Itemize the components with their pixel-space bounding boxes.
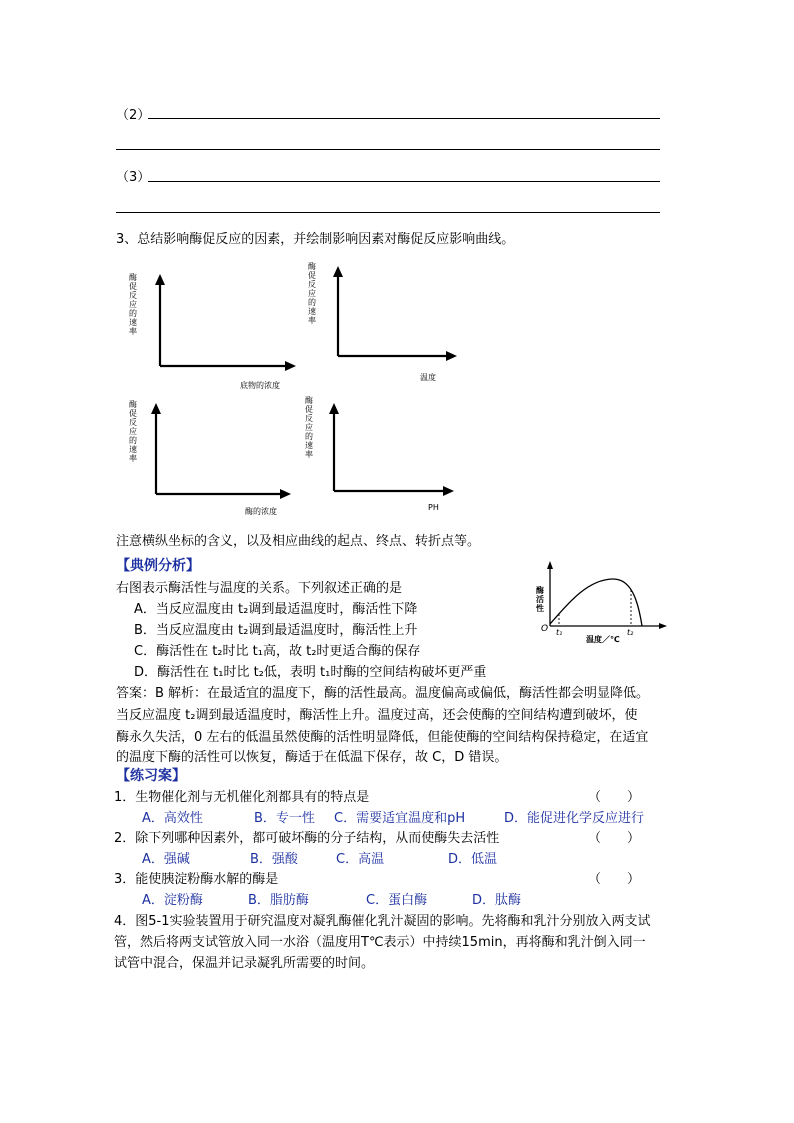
practice-q4-line-3: 试管中混合，保温并记录凝乳所需要的时间。 (114, 956, 375, 971)
example-option-a: A．当反应温度由 t₂调到最适温度时，酶活性下降 (134, 602, 418, 617)
practice-q2-bracket: （ ） (588, 831, 641, 846)
practice-q3-option-a: A．淀粉酶 (142, 893, 203, 908)
answer-line-1: 答案：B 解析：在最适宜的温度下，酶的活性最高。温度偏高或偏低，酶活性都会明显降低。 (116, 686, 650, 701)
chart3-ylabel: 酶促反应的速率 (129, 400, 137, 463)
practice-q1-option-c: C．需要适宜温度和pH (334, 811, 466, 826)
activity-xlabel: 温度／℃ (586, 635, 620, 644)
practice-q2-option-b: B．强酸 (250, 852, 298, 867)
chart1-xlabel: 底物的浓度 (240, 381, 280, 390)
blank-line-2b (116, 149, 660, 150)
practice-q1-option-d: D．能促进化学反应进行 (504, 811, 645, 826)
chart3-xlabel: 酶的浓度 (245, 507, 277, 516)
chart4-xlabel: PH (428, 503, 439, 512)
item3-label: （3） (116, 170, 151, 185)
practice-q2-option-a: A．强碱 (142, 852, 190, 867)
chart2-xlabel: 温度 (420, 373, 436, 382)
practice-q3-bracket: （ ） (588, 872, 641, 887)
answer-line-4: 的温度下酶的活性可以恢复，酶适于在低温下保存，故 C，D 错误。 (116, 750, 508, 765)
chart4-ylabel: 酶促反应的速率 (305, 396, 313, 459)
blank-line-3a (148, 181, 660, 182)
blank-line-3b (116, 212, 660, 213)
example-option-c: C．酶活性在 t₂时比 t₁高，故 t₂时更适合酶的保存 (134, 644, 421, 659)
example-option-d: D．酶活性在 t₁时比 t₂低，表明 t₁时酶的空间结构破坏更严重 (134, 665, 487, 680)
activity-t1: t₁ (556, 628, 563, 637)
activity-curve-plot (0, 0, 1, 1)
practice-q1-stem: 1．生物催化剂与无机催化剂都具有的特点是 (114, 790, 370, 805)
practice-q2-option-d: D．低温 (448, 852, 498, 867)
practice-q1-option-a: A．高效性 (142, 811, 203, 826)
example-heading: 【典例分析】 (116, 558, 200, 574)
answer-line-3: 酶永久失活，0 左右的低温虽然使酶的活性明显降低，但能使酶的空间结构保持稳定，在适宜 (116, 730, 649, 745)
practice-q3-option-d: D．肽酶 (472, 893, 522, 908)
practice-q1-option-b: B．专一性 (254, 811, 315, 826)
item2-label: （2） (116, 108, 151, 123)
section3-note: 注意横纵坐标的含义，以及相应曲线的起点、终点、转折点等。 (116, 534, 481, 549)
practice-q2-stem: 2．除下列哪种因素外，都可破坏酶的分子结构，从而使酶失去活性 (114, 831, 500, 846)
blank-line-2a (148, 118, 660, 119)
practice-q4-line-2: 管，然后将两支试管放入同一水浴（温度用T℃表示）中持续15min，再将酶和乳汁倒入同一 (114, 935, 646, 950)
activity-ylabel: 酶活性 (536, 586, 544, 613)
chart2-ylabel: 酶促反应的速率 (308, 262, 316, 325)
activity-curve (550, 579, 642, 626)
section3-instruction: 3、总结影响酶促反应的因素，并绘制影响因素对酶促反应影响曲线。 (116, 232, 515, 247)
practice-q4-line-1: 4．图5-1实验装置用于研究温度对凝乳酶催化乳汁凝固的影响。先将酶和乳汁分别放入两支试 (114, 914, 651, 929)
practice-q3-stem: 3．能使胰淀粉酶水解的酶是 (114, 872, 279, 887)
practice-q1-bracket: （ ） (588, 790, 641, 805)
chart1-ylabel: 酶促反应的速率 (129, 273, 137, 336)
example-question: 右图表示酶活性与温度的关系。下列叙述正确的是 (116, 581, 403, 596)
practice-heading: 【练习案】 (116, 768, 186, 784)
answer-line-2: 当反应温度 t₂调到最适温度时，酶活性上升。温度过高，还会使酶的空间结构遭到破坏，使 (116, 708, 638, 723)
practice-q2-option-c: C．高温 (336, 852, 385, 867)
practice-q3-option-b: B．脂肪酶 (248, 893, 309, 908)
activity-t2: t₂ (627, 628, 634, 637)
example-option-b: B．当反应温度由 t₂调到最适温度时，酶活性上升 (134, 623, 418, 638)
practice-q3-option-c: C．蛋白酶 (366, 893, 428, 908)
activity-origin: O (541, 624, 549, 634)
